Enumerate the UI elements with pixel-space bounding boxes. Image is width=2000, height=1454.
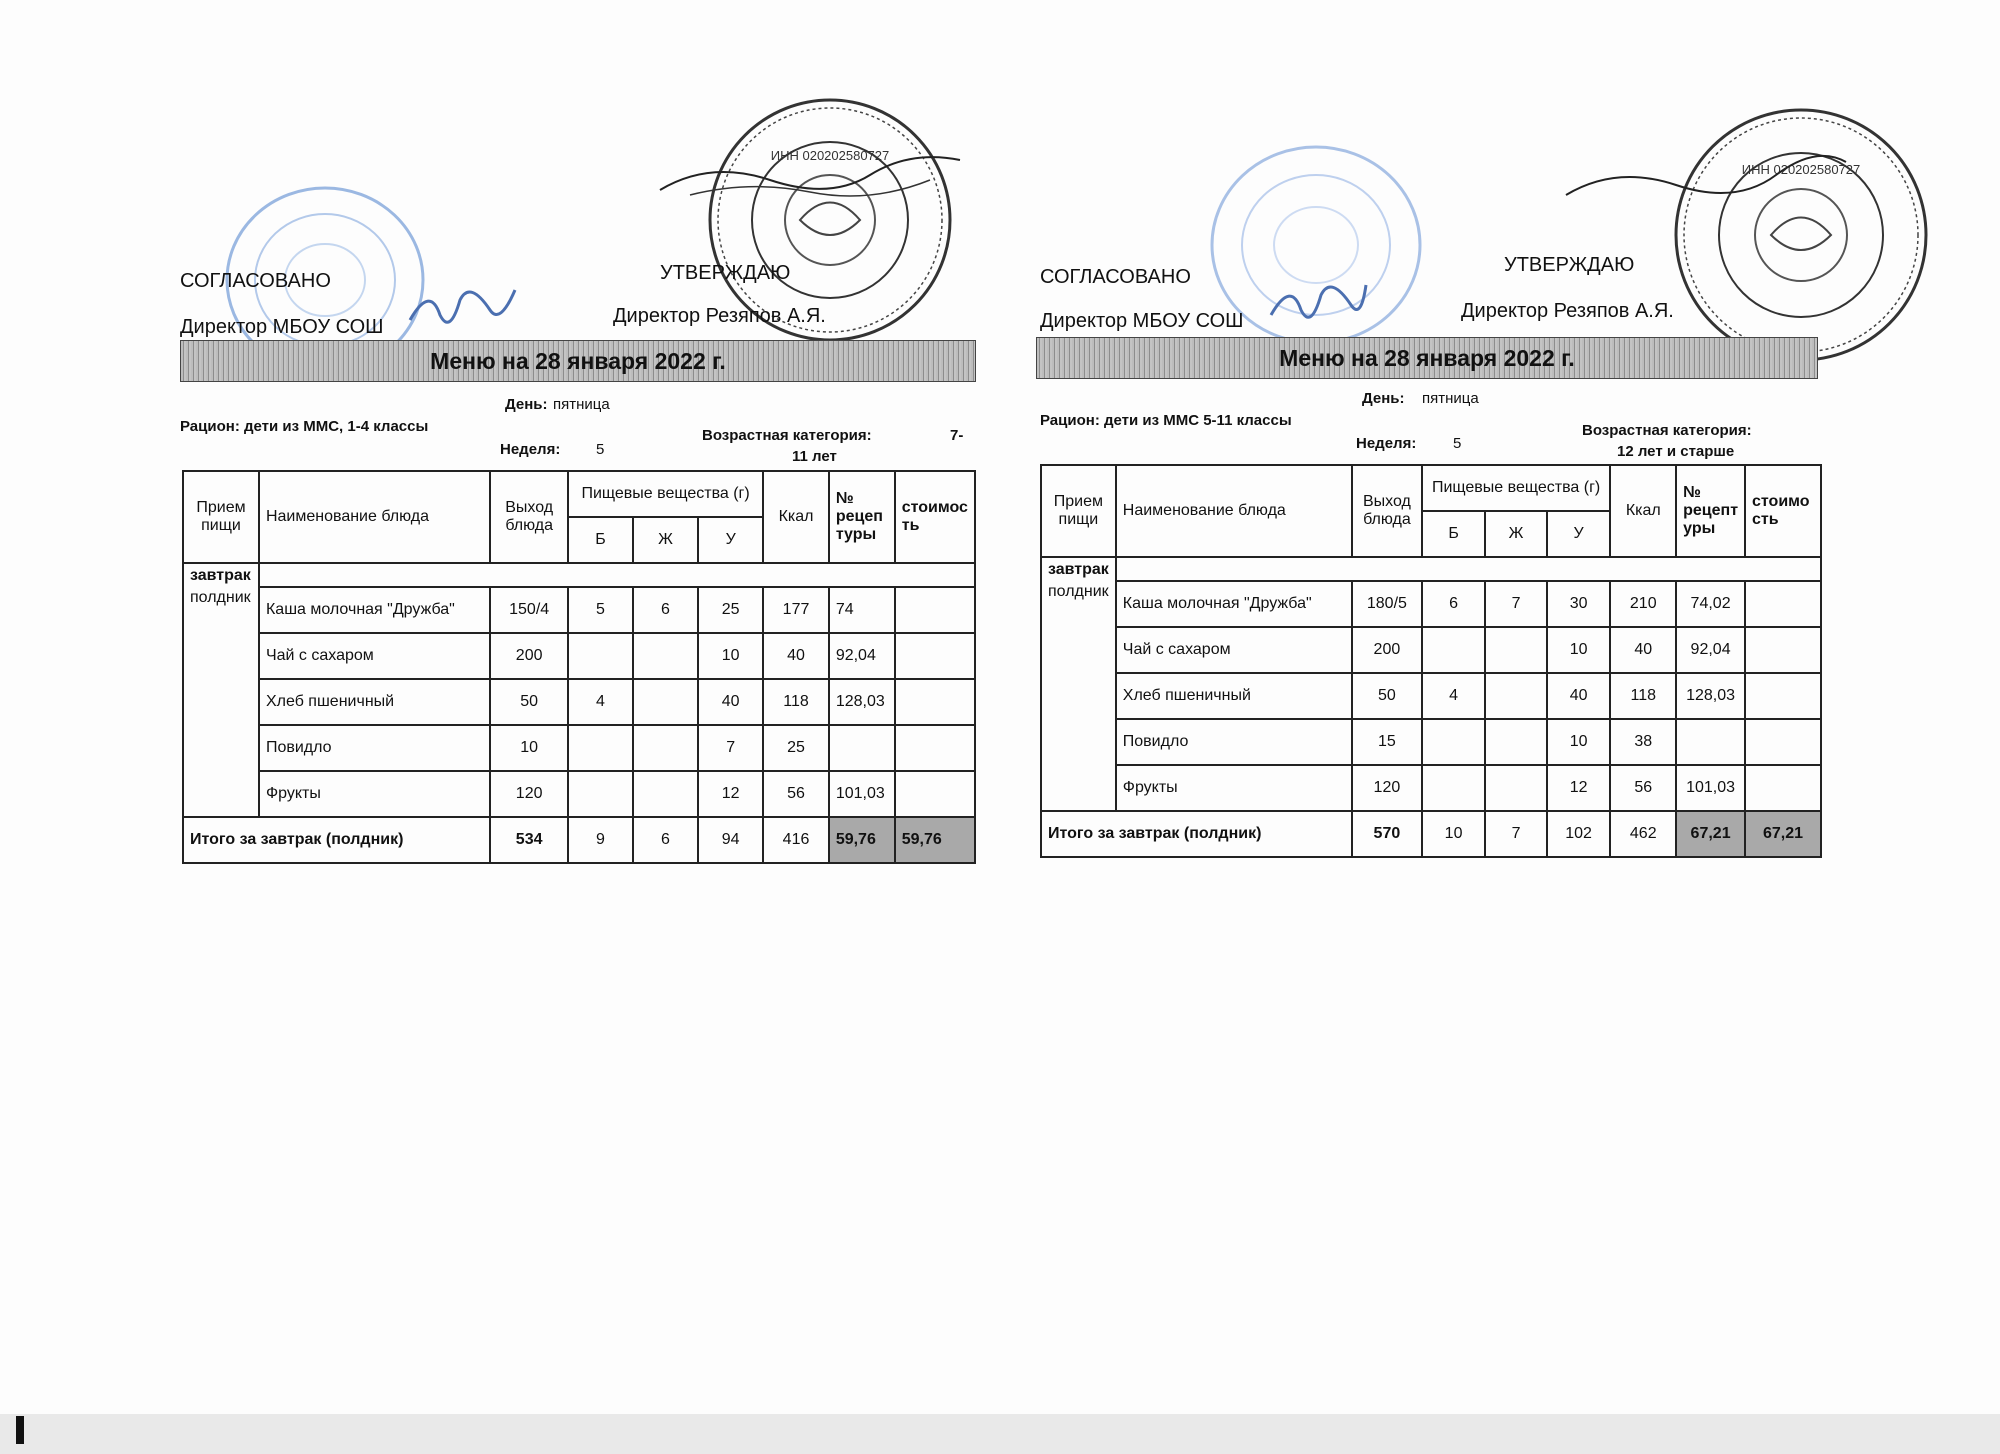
dish-b: [1422, 765, 1485, 811]
total-cost: 59,76: [895, 817, 975, 863]
dish-cost: [895, 679, 975, 725]
dish-yield: 50: [1352, 673, 1422, 719]
dish-kcal: 210: [1610, 581, 1676, 627]
header-u: У: [698, 517, 763, 563]
header-dish: Наименование блюда: [259, 471, 490, 563]
menu-table: [1040, 464, 1822, 858]
total-recipe: 67,21: [1676, 811, 1745, 857]
dish-cost: [895, 725, 975, 771]
meal-row-breakfast: [1041, 557, 1821, 581]
dish-name: Хлеб пшеничный: [259, 679, 490, 725]
dish-b: [568, 633, 633, 679]
header-nutrients: Пищевые вещества (г): [568, 471, 763, 517]
menu-title-banner: [180, 340, 976, 382]
dish-recipe: 128,03: [829, 679, 895, 725]
total-u: 94: [698, 817, 763, 863]
signature-approve: [650, 150, 970, 210]
dish-cost: [895, 633, 975, 679]
meal-breakfast: завтрак: [183, 563, 259, 587]
dish-recipe: 101,03: [829, 771, 895, 817]
dish-recipe: [829, 725, 895, 771]
dish-name: Повидло: [1116, 719, 1352, 765]
total-b: 9: [568, 817, 633, 863]
table-row: [1041, 719, 1821, 765]
total-row: [1041, 811, 1821, 857]
dish-name: Каша молочная "Дружба": [1116, 581, 1352, 627]
meal-snack: полдник: [1041, 581, 1116, 811]
dish-cost: [1745, 765, 1821, 811]
dish-yield: 150/4: [490, 587, 568, 633]
dish-recipe: 74: [829, 587, 895, 633]
scan-border: [0, 1414, 2000, 1454]
menu-title-banner: [1036, 337, 1818, 379]
dish-u: 12: [1547, 765, 1611, 811]
age-value: 12 лет и старше: [1617, 443, 1735, 460]
dish-name: Каша молочная "Дружба": [259, 587, 490, 633]
dish-zh: [1485, 627, 1546, 673]
total-cost: 67,21: [1745, 811, 1821, 857]
day-label: День:: [1362, 390, 1405, 407]
empty-cell: [1116, 557, 1821, 581]
dish-name: Фрукты: [259, 771, 490, 817]
header-kcal: Ккал: [1610, 465, 1676, 557]
dish-kcal: 56: [763, 771, 829, 817]
dish-yield: 15: [1352, 719, 1422, 765]
header-yield: Выход блюда: [490, 471, 568, 563]
dish-zh: [633, 633, 698, 679]
header-recipe: № рецеп туры: [829, 471, 895, 563]
dish-name: Чай с сахаром: [259, 633, 490, 679]
approve-signer: Директор Резяпов А.Я.: [613, 305, 826, 327]
dish-yield: 10: [490, 725, 568, 771]
round-seal: [1666, 100, 1936, 370]
approve-heading: УТВЕРЖДАЮ: [660, 262, 791, 284]
signature-approve: [1556, 150, 1856, 210]
dish-b: [1422, 627, 1485, 673]
agreed-signer: Директор МБОУ СОШ: [180, 316, 384, 338]
dish-zh: [633, 771, 698, 817]
dish-yield: 120: [490, 771, 568, 817]
dish-kcal: 56: [1610, 765, 1676, 811]
day-value: пятница: [1422, 390, 1479, 407]
dish-cost: [1745, 627, 1821, 673]
seal-inn: ИНН 020202580727: [1741, 162, 1861, 177]
dish-recipe: 92,04: [829, 633, 895, 679]
header-cost: стоимо сть: [1745, 465, 1821, 557]
meal-row-breakfast: [183, 563, 975, 587]
menu-sheet-left: [180, 0, 980, 900]
dish-zh: [1485, 765, 1546, 811]
dish-recipe: 74,02: [1676, 581, 1745, 627]
dish-kcal: 118: [1610, 673, 1676, 719]
header-nutrients: Пищевые вещества (г): [1422, 465, 1611, 511]
dish-recipe: 128,03: [1676, 673, 1745, 719]
dish-yield: 200: [1352, 627, 1422, 673]
header-row: [183, 471, 975, 517]
dish-cost: [895, 771, 975, 817]
header-zh: Ж: [633, 517, 698, 563]
table-row: [183, 771, 975, 817]
total-label: Итого за завтрак (полдник): [1041, 811, 1352, 857]
dish-cost: [1745, 719, 1821, 765]
menu-title: Меню на 28 января 2022 г.: [430, 347, 726, 374]
header-meal: Прием пищи: [1041, 465, 1116, 557]
dish-yield: 200: [490, 633, 568, 679]
age-value-b: 11 лет: [792, 448, 837, 465]
dish-zh: 6: [633, 587, 698, 633]
dish-zh: [633, 679, 698, 725]
table-row: [1041, 673, 1821, 719]
week-label: Неделя:: [1356, 435, 1417, 452]
ration-label: Рацион: дети из ММС 5-11 классы: [1040, 412, 1292, 429]
ration-label: Рацион: дети из ММС, 1-4 классы: [180, 418, 429, 435]
approve-heading: УТВЕРЖДАЮ: [1504, 254, 1635, 276]
signature-agreed: [400, 280, 520, 340]
total-zh: 6: [633, 817, 698, 863]
header-kcal: Ккал: [763, 471, 829, 563]
table-row: [1041, 627, 1821, 673]
dish-name: Чай с сахаром: [1116, 627, 1352, 673]
dish-u: 7: [698, 725, 763, 771]
dish-cost: [1745, 673, 1821, 719]
dish-kcal: 40: [1610, 627, 1676, 673]
dish-zh: 7: [1485, 581, 1546, 627]
week-label: Неделя:: [500, 441, 561, 458]
dish-u: 12: [698, 771, 763, 817]
header-zh: Ж: [1485, 511, 1546, 557]
header-dish: Наименование блюда: [1116, 465, 1352, 557]
dish-b: 4: [568, 679, 633, 725]
dish-kcal: 38: [1610, 719, 1676, 765]
empty-cell: [259, 563, 975, 587]
dish-u: 10: [1547, 719, 1611, 765]
agreed-heading: СОГЛАСОВАНО: [1040, 266, 1191, 288]
day-value: пятница: [553, 396, 610, 413]
meal-breakfast: завтрак: [1041, 557, 1116, 581]
menu-sheet-right: [1036, 0, 1861, 900]
table-row: [1041, 765, 1821, 811]
total-label: Итого за завтрак (полдник): [183, 817, 490, 863]
dish-u: 40: [1547, 673, 1611, 719]
dish-name: Повидло: [259, 725, 490, 771]
dish-kcal: 118: [763, 679, 829, 725]
dish-b: 4: [1422, 673, 1485, 719]
total-kcal: 416: [763, 817, 829, 863]
total-kcal: 462: [1610, 811, 1676, 857]
week-value: 5: [596, 441, 605, 458]
header-b: Б: [568, 517, 633, 563]
age-label: Возрастная категория:: [1582, 422, 1752, 439]
scan-mark: [16, 1416, 24, 1444]
header-yield: Выход блюда: [1352, 465, 1422, 557]
age-value-a: 7-: [950, 427, 964, 444]
dish-b: 6: [1422, 581, 1485, 627]
total-b: 10: [1422, 811, 1485, 857]
table-row: [183, 679, 975, 725]
dish-yield: 120: [1352, 765, 1422, 811]
header-b: Б: [1422, 511, 1485, 557]
dish-u: 40: [698, 679, 763, 725]
dish-recipe: [1676, 719, 1745, 765]
seal-inn: ИНН 020202580727: [770, 148, 890, 163]
total-recipe: 59,76: [829, 817, 895, 863]
signature-agreed: [1261, 275, 1371, 335]
table-row: [183, 725, 975, 771]
dish-b: [568, 771, 633, 817]
header-cost: стоимос ть: [895, 471, 975, 563]
age-label: Возрастная категория:: [702, 427, 872, 444]
table-row: [183, 587, 975, 633]
dish-name: Хлеб пшеничный: [1116, 673, 1352, 719]
agreed-signer: Директор МБОУ СОШ: [1040, 310, 1244, 332]
dish-kcal: 25: [763, 725, 829, 771]
table-row: [183, 633, 975, 679]
approve-signer: Директор Резяпов А.Я.: [1461, 300, 1674, 322]
meal-snack: полдник: [183, 587, 259, 817]
dish-u: 25: [698, 587, 763, 633]
total-yield: 534: [490, 817, 568, 863]
menu-table: [182, 470, 976, 864]
dish-u: 10: [1547, 627, 1611, 673]
dish-kcal: 177: [763, 587, 829, 633]
total-row: [183, 817, 975, 863]
total-zh: 7: [1485, 811, 1546, 857]
total-yield: 570: [1352, 811, 1422, 857]
total-u: 102: [1547, 811, 1611, 857]
dish-zh: [1485, 673, 1546, 719]
dish-zh: [1485, 719, 1546, 765]
header-u: У: [1547, 511, 1611, 557]
dish-b: 5: [568, 587, 633, 633]
dish-b: [1422, 719, 1485, 765]
dish-yield: 180/5: [1352, 581, 1422, 627]
dish-recipe: 92,04: [1676, 627, 1745, 673]
dish-cost: [1745, 581, 1821, 627]
dish-recipe: 101,03: [1676, 765, 1745, 811]
dish-u: 10: [698, 633, 763, 679]
dish-b: [568, 725, 633, 771]
day-label: День:: [505, 396, 548, 413]
agreed-heading: СОГЛАСОВАНО: [180, 270, 331, 292]
header-row: [1041, 465, 1821, 511]
dish-kcal: 40: [763, 633, 829, 679]
week-value: 5: [1453, 435, 1462, 452]
menu-title: Меню на 28 января 2022 г.: [1279, 344, 1575, 371]
header-meal: Прием пищи: [183, 471, 259, 563]
dish-yield: 50: [490, 679, 568, 725]
table-row: [1041, 581, 1821, 627]
dish-cost: [895, 587, 975, 633]
dish-zh: [633, 725, 698, 771]
dish-u: 30: [1547, 581, 1611, 627]
dish-name: Фрукты: [1116, 765, 1352, 811]
header-recipe: № рецепт уры: [1676, 465, 1745, 557]
